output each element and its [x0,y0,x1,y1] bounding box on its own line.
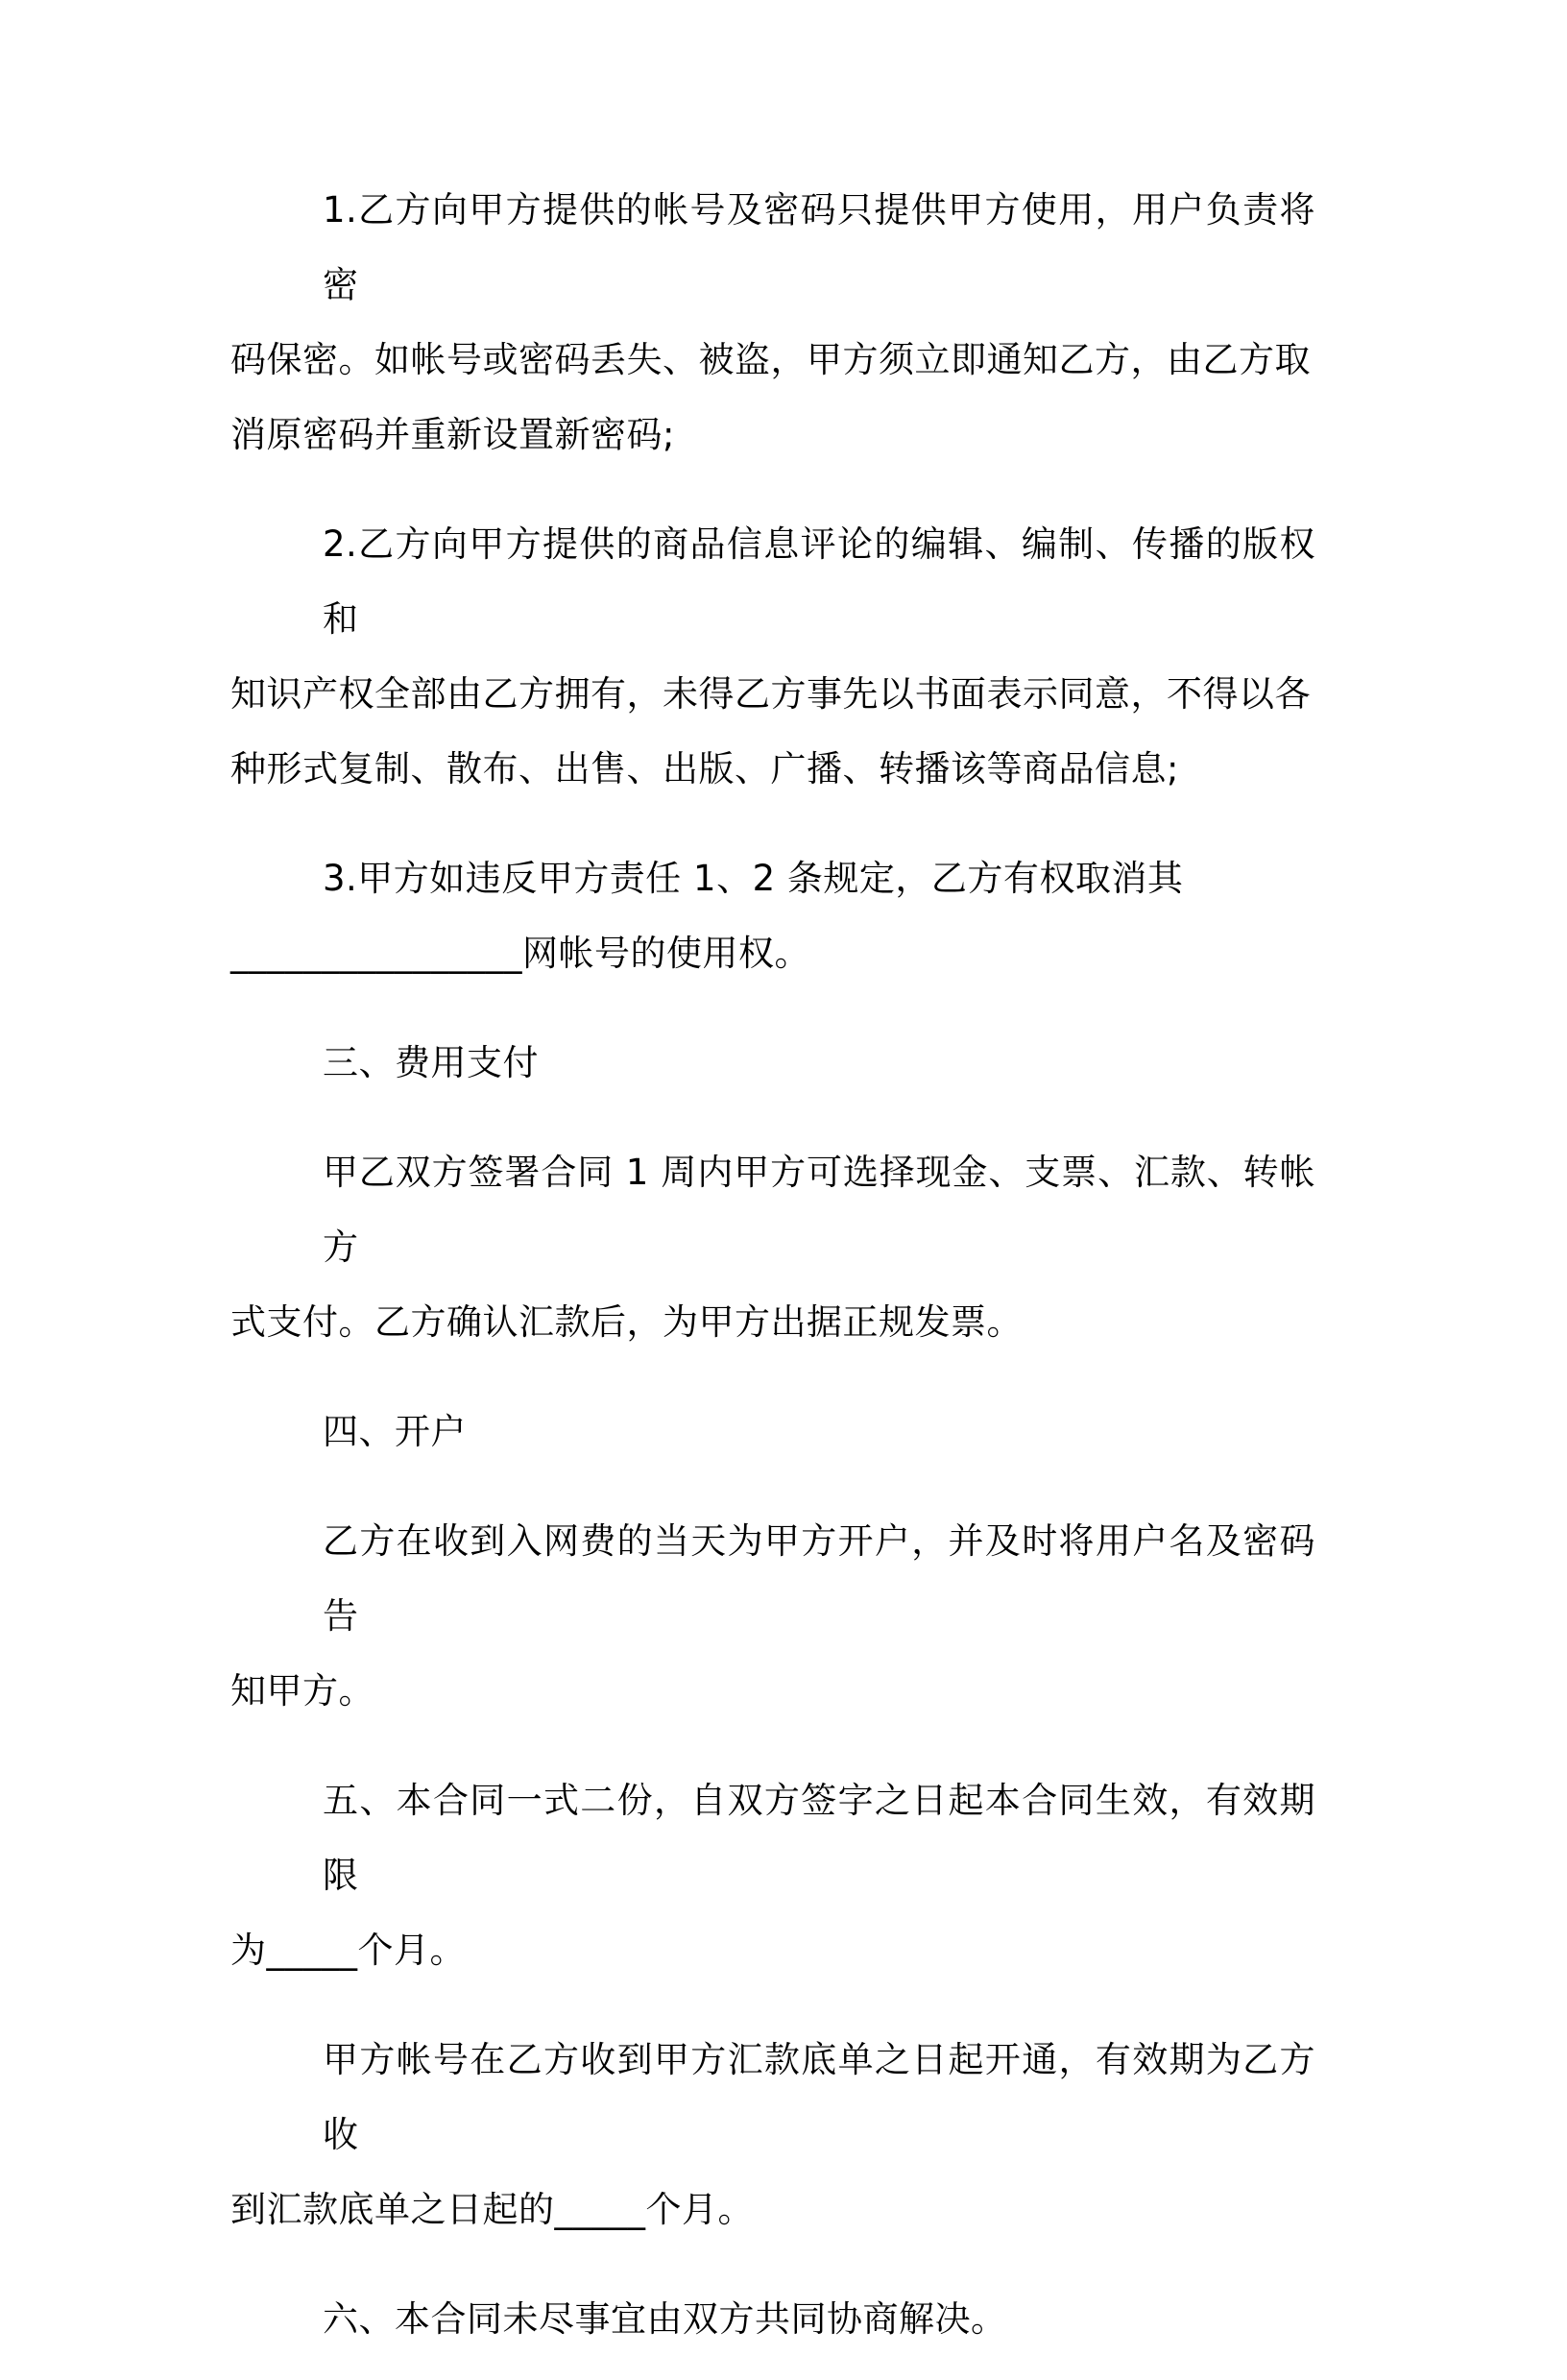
account-activation-line-1: 甲方帐号在乙方收到甲方汇款底单之日起开通，有效期为乙方收 [323,2039,1315,2155]
clause-2-line-2: 知识产权全部由乙方拥有，未得乙方事先以书面表示同意，不得以各 [230,673,1311,715]
section-6-line-1: 六、本合同未尽事宜由双方共同协商解决。 [323,2298,1007,2340]
clause-2-line-1: 2.乙方向甲方提供的商品信息评论的编辑、编制、传播的版权和 [323,523,1315,640]
clause-1 [230,173,1315,473]
clause-1-line-2: 码保密。如帐号或密码丢失、被盗，甲方须立即通知乙方，由乙方取 [230,339,1311,380]
clause-2 [230,507,1315,807]
account-activation-line-2: 到汇款底单之日起的_____个月。 [230,2189,754,2230]
section-3-line-1: 甲乙双方签署合同 1 周内甲方可选择现金、支票、汇款、转帐方 [323,1152,1315,1268]
clause-2-line-3: 种形式复制、散布、出售、出版、广播、转播该等商品信息; [230,748,1179,789]
clause-3-line-1: 3.甲方如违反甲方责任 1、2 条规定，乙方有权取消其 [323,858,1184,899]
account-activation-paragraph [230,2023,1315,2247]
document-page [230,173,1315,2380]
clause-1-line-3: 消原密码并重新设置新密码; [230,414,675,455]
section-4-body [230,1504,1315,1729]
section-3-line-2: 式支付。乙方确认汇款后，为甲方出据正规发票。 [230,1301,1023,1343]
clause-3 [230,841,1315,991]
section-4-line-1: 乙方在收到入网费的当天为甲方开户，并及时将用户名及密码告 [323,1520,1315,1637]
section-4-heading: 四、开户 [323,1411,467,1452]
clause-3-line-2: ________________网帐号的使用权。 [230,933,810,974]
section-4-line-2: 知甲方。 [230,1670,374,1712]
section-5-line-1: 五、本合同一式二份，自双方签字之日起本合同生效，有效期限 [323,1780,1315,1896]
clause-1-line-1: 1.乙方向甲方提供的帐号及密码只提供甲方使用，用户负责将密 [323,189,1315,305]
section-6-body [230,2282,1315,2357]
section-3-body [230,1135,1315,1360]
section-3-heading: 三、费用支付 [323,1042,539,1083]
section-5-body [230,1763,1315,1988]
section-5-line-2: 为_____个月。 [230,1930,466,1971]
